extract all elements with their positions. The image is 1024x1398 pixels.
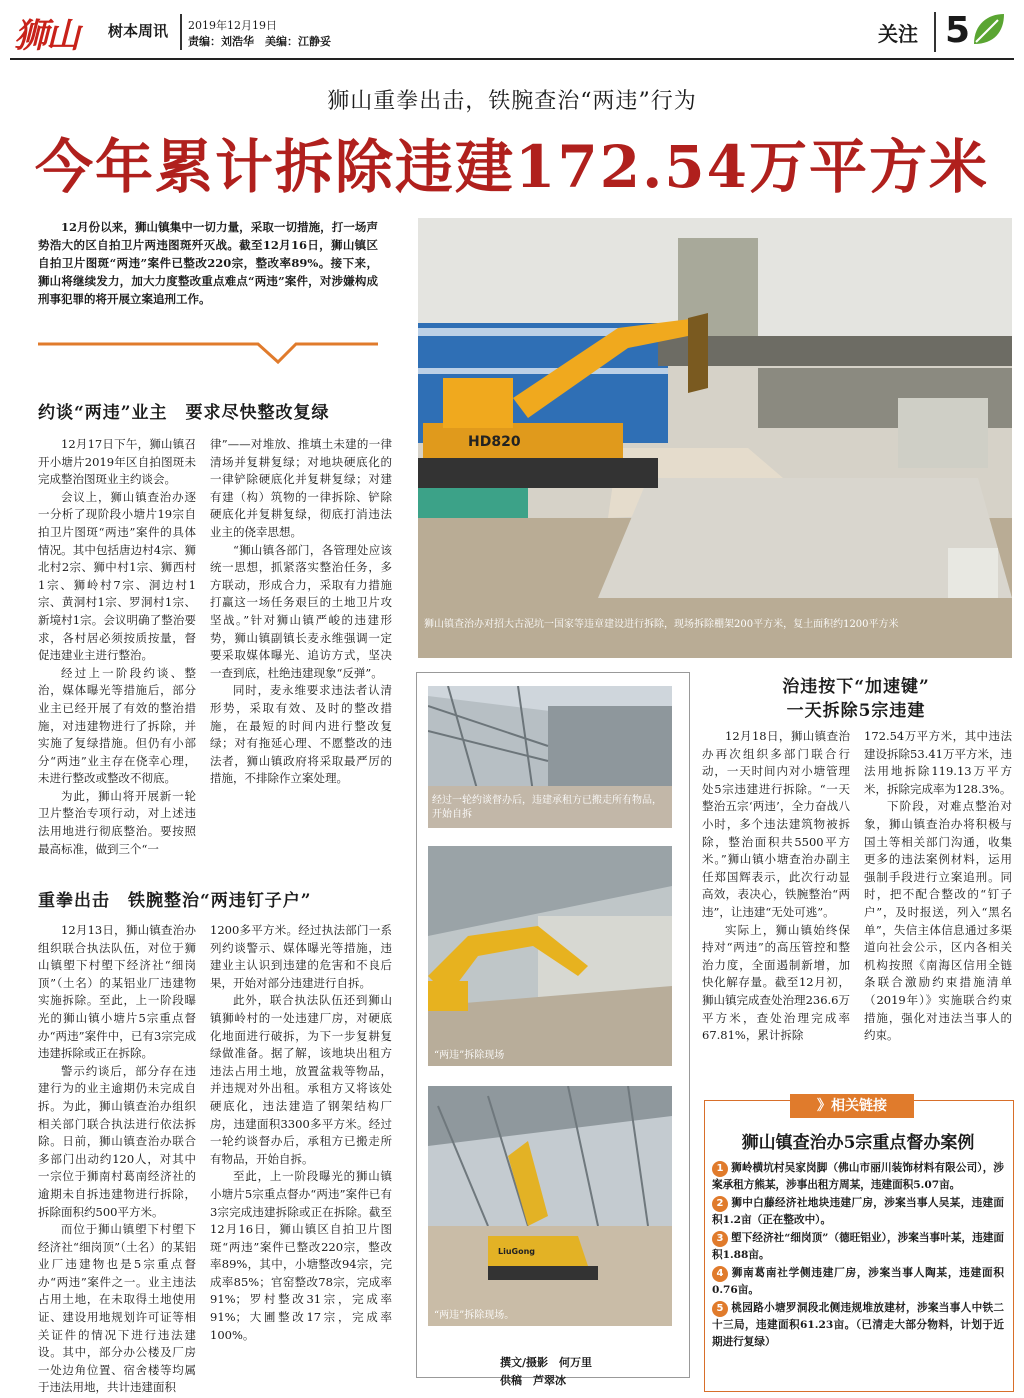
excavator2-label: LiuGong: [498, 1247, 536, 1256]
section1-col2-p1: 律”——对堆放、推填土未建的一律清场并复耕复绿；对地块硬底化的一律铲除硬底化并复耕复绿；对建有建（构）筑物的一律拆除、铲除硬底化并复耕复绿，彻底打消违法业主的侥幸思想。: [210, 437, 392, 539]
section2-col1: [38, 922, 196, 1397]
section1-title: 约谈“两违”业主 要求尽快整改复绿: [38, 403, 330, 423]
lead-paragraph: 12月份以来，狮山镇集中一切力量，采取一切措施，打一场声势浩大的区自拍卫片两违图斑歼灭战。截至12月16日，狮山镇区自拍卫片图斑“两违”案件已整改220宗，整改率89%。接下来，狮山将继续发力，加大力度整改重点难点“两违”案件，对涉嫌构成刑事犯罪的将开展立案追刑工作。: [38, 220, 378, 306]
case-text: 狮岭横坑村吴家岗脚（佛山市丽川装饰材料有限公司），涉案承租方熊某，涉事出租方周某，违建面积5.07亩。: [712, 1162, 1004, 1191]
section3-col1-p2: 实际上，狮山镇始终保持对“两违”的高压管控和整治力度，全面遏制新增，加快化解存量。截至12月初，狮山镇完成查处治理236.6万平方米，查处治理完成率67.81%，累计拆除: [702, 922, 850, 1043]
photo-3: [428, 846, 672, 1066]
page-number: 5: [945, 10, 971, 51]
section2-col1-p3: 而位于狮山镇塱下村塱下经济社“细岗顶”（土名）的某铝业厂违建物也是5宗重点督办“两违”案件之一。业主违法占用土地，在未取得土地使用证、建设用地规划许可证等相关证件的情况下进行违法建设。其中，部分办公楼及厂房一处边角位置、宿舍楼等均属于违法用地，共计违建面积: [38, 1222, 196, 1395]
excavator-illustration: [428, 846, 672, 1066]
section1-col2-p3: 同时，麦永维要求违法者认清形势，采取有效、及时的整改措施，在最短的时间内进行整改复绿；对有拖延心理、不愿整改的违法者，狮山镇政府将采取最严厉的措施，不排除作立案处理。: [210, 683, 392, 786]
masthead-divider: [180, 14, 182, 50]
issue-date: 2019年12月19日: [188, 19, 277, 32]
case-number-badge: 1: [712, 1161, 728, 1177]
case-text: 塱下经济社“细岗顶”（德旺铝业），涉案当事叶某，违建面积1.88亩。: [712, 1232, 1004, 1261]
case-item: [712, 1160, 1004, 1194]
excavator-yard-illustration: [428, 1086, 672, 1326]
top-rule: [10, 58, 1014, 60]
section2-col1-p2: 警示约谈后，部分存在违建行为的业主逾期仍未完成自拆。为此，狮山镇查治办组织相关部门联合执法进行依法拆除。日前，狮山镇查治办联合多部门出动约120人，对其中一宗位于狮南村葛南经济社的逾期未自拆违建物进行拆除，拆除面积约500平方米。: [38, 1063, 196, 1219]
credit-supplier: 供稿 芦翠冰: [500, 1374, 566, 1387]
section2-title: 重拳出击 铁腕整治“两违钉子户”: [38, 891, 312, 911]
lead-divider: [38, 340, 378, 368]
section1-col2-p2: “狮山镇各部门，各管理处应该统一思想，抓紧落实整治任务，多方联动，形成合力，采取有力措施打赢这一场任务艰巨的土地卫片攻坚战。”针对狮山镇严峻的违建形势，狮山镇副镇长麦永维强调一定要采取媒体曝光、追访方式，坚决一查到底，杜绝违建现象“反弹”。: [210, 542, 392, 680]
section3-col2-p2: 下阶段，对难点整治对象，狮山镇查治办将积极与国土等相关部门沟通，收集更多的违法案例材料，运用强制手段进行立案追刑。同时，把不配合整改的“钉子户”，及时报送，列入“黑名单”，失信主体信息通过多渠道向社会公示，区内各相关机构按照《南海区信用全链条联合激励约束措施清单（2019年）》实施联合约束措施，强化对违法当事人的约束。: [864, 799, 1012, 1043]
section3-col2-p1: 172.54万平方米，其中违法建设拆除53.41万平方米，违法用地拆除119.13万平方米，拆除完成率为128.3%。: [864, 729, 1012, 796]
section3-title-line2: 一天拆除5宗违建: [786, 701, 926, 721]
paper-name: 树本周讯: [108, 22, 169, 40]
headline-kicker: 狮山重拳出击，铁腕查治“两违”行为: [327, 89, 697, 114]
main-photo: [418, 218, 1012, 658]
section1-col1-p2: 会议上，狮山镇查治办逐一分析了现阶段小塘片19宗自拍卫片图斑“两违”案件的具体情况。其中包括唐边村4宗、狮北村2宗、狮中村1宗、狮西村1宗、狮岭村7宗、洞边村1宗、黄洞村1宗、罗洞村1宗、新境村1宗。会议明确了整治要求，各村居必须按质按量，督促违建业主进行整治。: [38, 489, 196, 663]
headline-title: 今年累计拆除违建172.54万平方米: [35, 133, 989, 201]
excavator-label: HD820: [468, 434, 521, 450]
case-item: [712, 1195, 1004, 1229]
section1-col1-p3: 经过上一阶段约谈、整治，媒体曝光等措施后，部分业主已经开展了有效的整治措施，对违建物进行了拆除，并实施了复绿措施。但仍有小部分“两违”业主存在侥幸心理，未进行整改或整改不彻底。: [38, 665, 196, 786]
photo-4-caption: “两违”拆除现场。: [434, 1310, 515, 1321]
case-text: 桃园路小塘罗洞段北侧违规堆放建材，涉案当事人中铁二十三局，违建面积61.23亩。（已清走大部分物料，计划于近期进行复绿）: [712, 1302, 1004, 1348]
case-item: [712, 1300, 1004, 1351]
section3-col1-p1: 12月18日，狮山镇查治办再次组织多部门联合行动，一天时间内对小塘管理处5宗违建进行拆除。“一天整治五宗‘两违’，全力奋战八小时，多个违法建筑物被拆除，整治面积共5500平方米。”狮山镇小塘查治办副主任郑国辉表示，此次行动显高效，表决心，铁腕整治“两违”，让违建“无处可逃”。: [702, 729, 850, 919]
section3-col1: [702, 728, 850, 1045]
case-number-badge: 4: [712, 1266, 728, 1282]
leaf-icon: [968, 10, 1008, 50]
case-list: [712, 1160, 1004, 1352]
section2-col2-p1: 1200多平方米。经过执法部门一系列约谈警示、媒体曝光等措施，违建业主认识到违建的危害和不良后果，开始对部分违建进行自拆。: [210, 923, 392, 990]
section3-title-line1: 治违按下“加速键”: [782, 677, 930, 697]
section1-col1-p4: 为此，狮山将开展新一轮卫片整治专项行动，对上述违法用地进行彻底整治。要按照最高标准，做到三个“一: [38, 788, 196, 856]
section2-col2: [210, 922, 392, 1344]
case-number-badge: 3: [712, 1231, 728, 1247]
photo-4: [428, 1086, 672, 1326]
related-links-title: 狮山镇查治办5宗重点督办案例: [741, 1133, 975, 1153]
section3-col2: [864, 728, 1012, 1045]
section-divider: [934, 12, 936, 52]
section2-col2-p3: 至此，上一阶段曝光的狮山镇小塘片5宗重点督办“两违”案件已有3宗完成违建拆除或正在拆除。截至12月16日，狮山镇区自拍卫片图斑“两违”案件已整改220宗，整改率89%，其中，小塘整改94宗，完成率85%；官窑整改78宗，完成率91%；罗村整改31宗，完成率91%；大圃整改17宗，完成率100%。: [210, 1169, 392, 1342]
case-number-badge: 2: [712, 1196, 728, 1212]
section2-col2-p2: 此外，联合执法队伍还到狮山镇狮岭村的一处违建厂房，对硬底化地面进行破拆，为下一步复耕复绿做准备。据了解，该地块出租方违法占用土地，放置盆栽等物品，并违规对外出租。承租方又将该处硬底化，违法建造了钢架结构厂房，违建面积3300多平方米。经过一轮约谈督办后，承租方已搬走所有物品，开始自拆。: [210, 993, 392, 1166]
masthead-logo: 狮山: [14, 16, 78, 56]
case-item: [712, 1265, 1004, 1299]
section1-col2: [210, 436, 392, 788]
related-links-tag: 》相关链接: [790, 1094, 914, 1118]
case-number-badge: 5: [712, 1301, 728, 1317]
demolition-illustration: [418, 218, 1012, 658]
section-label: 关注: [878, 22, 918, 46]
section1-col1: [38, 436, 196, 858]
credits: [500, 1354, 680, 1390]
masthead-meta: [188, 18, 331, 50]
section1-col1-p1: 12月17日下午，狮山镇召开小塘片2019年区自拍图斑未完成整治图斑业主约谈会。: [38, 437, 196, 487]
photo-2-caption: 经过一轮约谈督办后，违建承租方已搬走所有物品，开始自拆: [432, 795, 662, 820]
photo-3-caption: “两违”拆除现场: [434, 1050, 505, 1061]
section2-col1-p1: 12月13日，狮山镇查治办组织联合执法队伍，对位于狮山镇塱下村塱下经济社“细岗顶”（土名）的某铝业厂违建物实施拆除。至此，上一阶段曝光的狮山镇小塘片5宗重点督办“两违”案件中，已有3宗完成违建拆除或正在拆除。: [38, 923, 196, 1061]
case-text: 狮中白藤经济社地块违建厂房，涉案当事人吴某，违建面积1.2亩（正在整改中）。: [712, 1197, 1004, 1226]
editor-line: 责编：刘浩华 美编：江静妥: [188, 35, 331, 48]
photo-2: [428, 686, 672, 828]
case-text: 狮南葛南社学侧违建厂房，涉案当事人陶某，违建面积0.76亩。: [712, 1267, 1004, 1296]
main-photo-caption: 狮山镇查治办对招大古泥坑一国家等违章建设进行拆除，现场拆除棚架200平方米，复土面积约1200平方米: [424, 619, 899, 630]
credit-author: 撰文/摄影 何万里: [500, 1356, 593, 1369]
case-item: [712, 1230, 1004, 1264]
